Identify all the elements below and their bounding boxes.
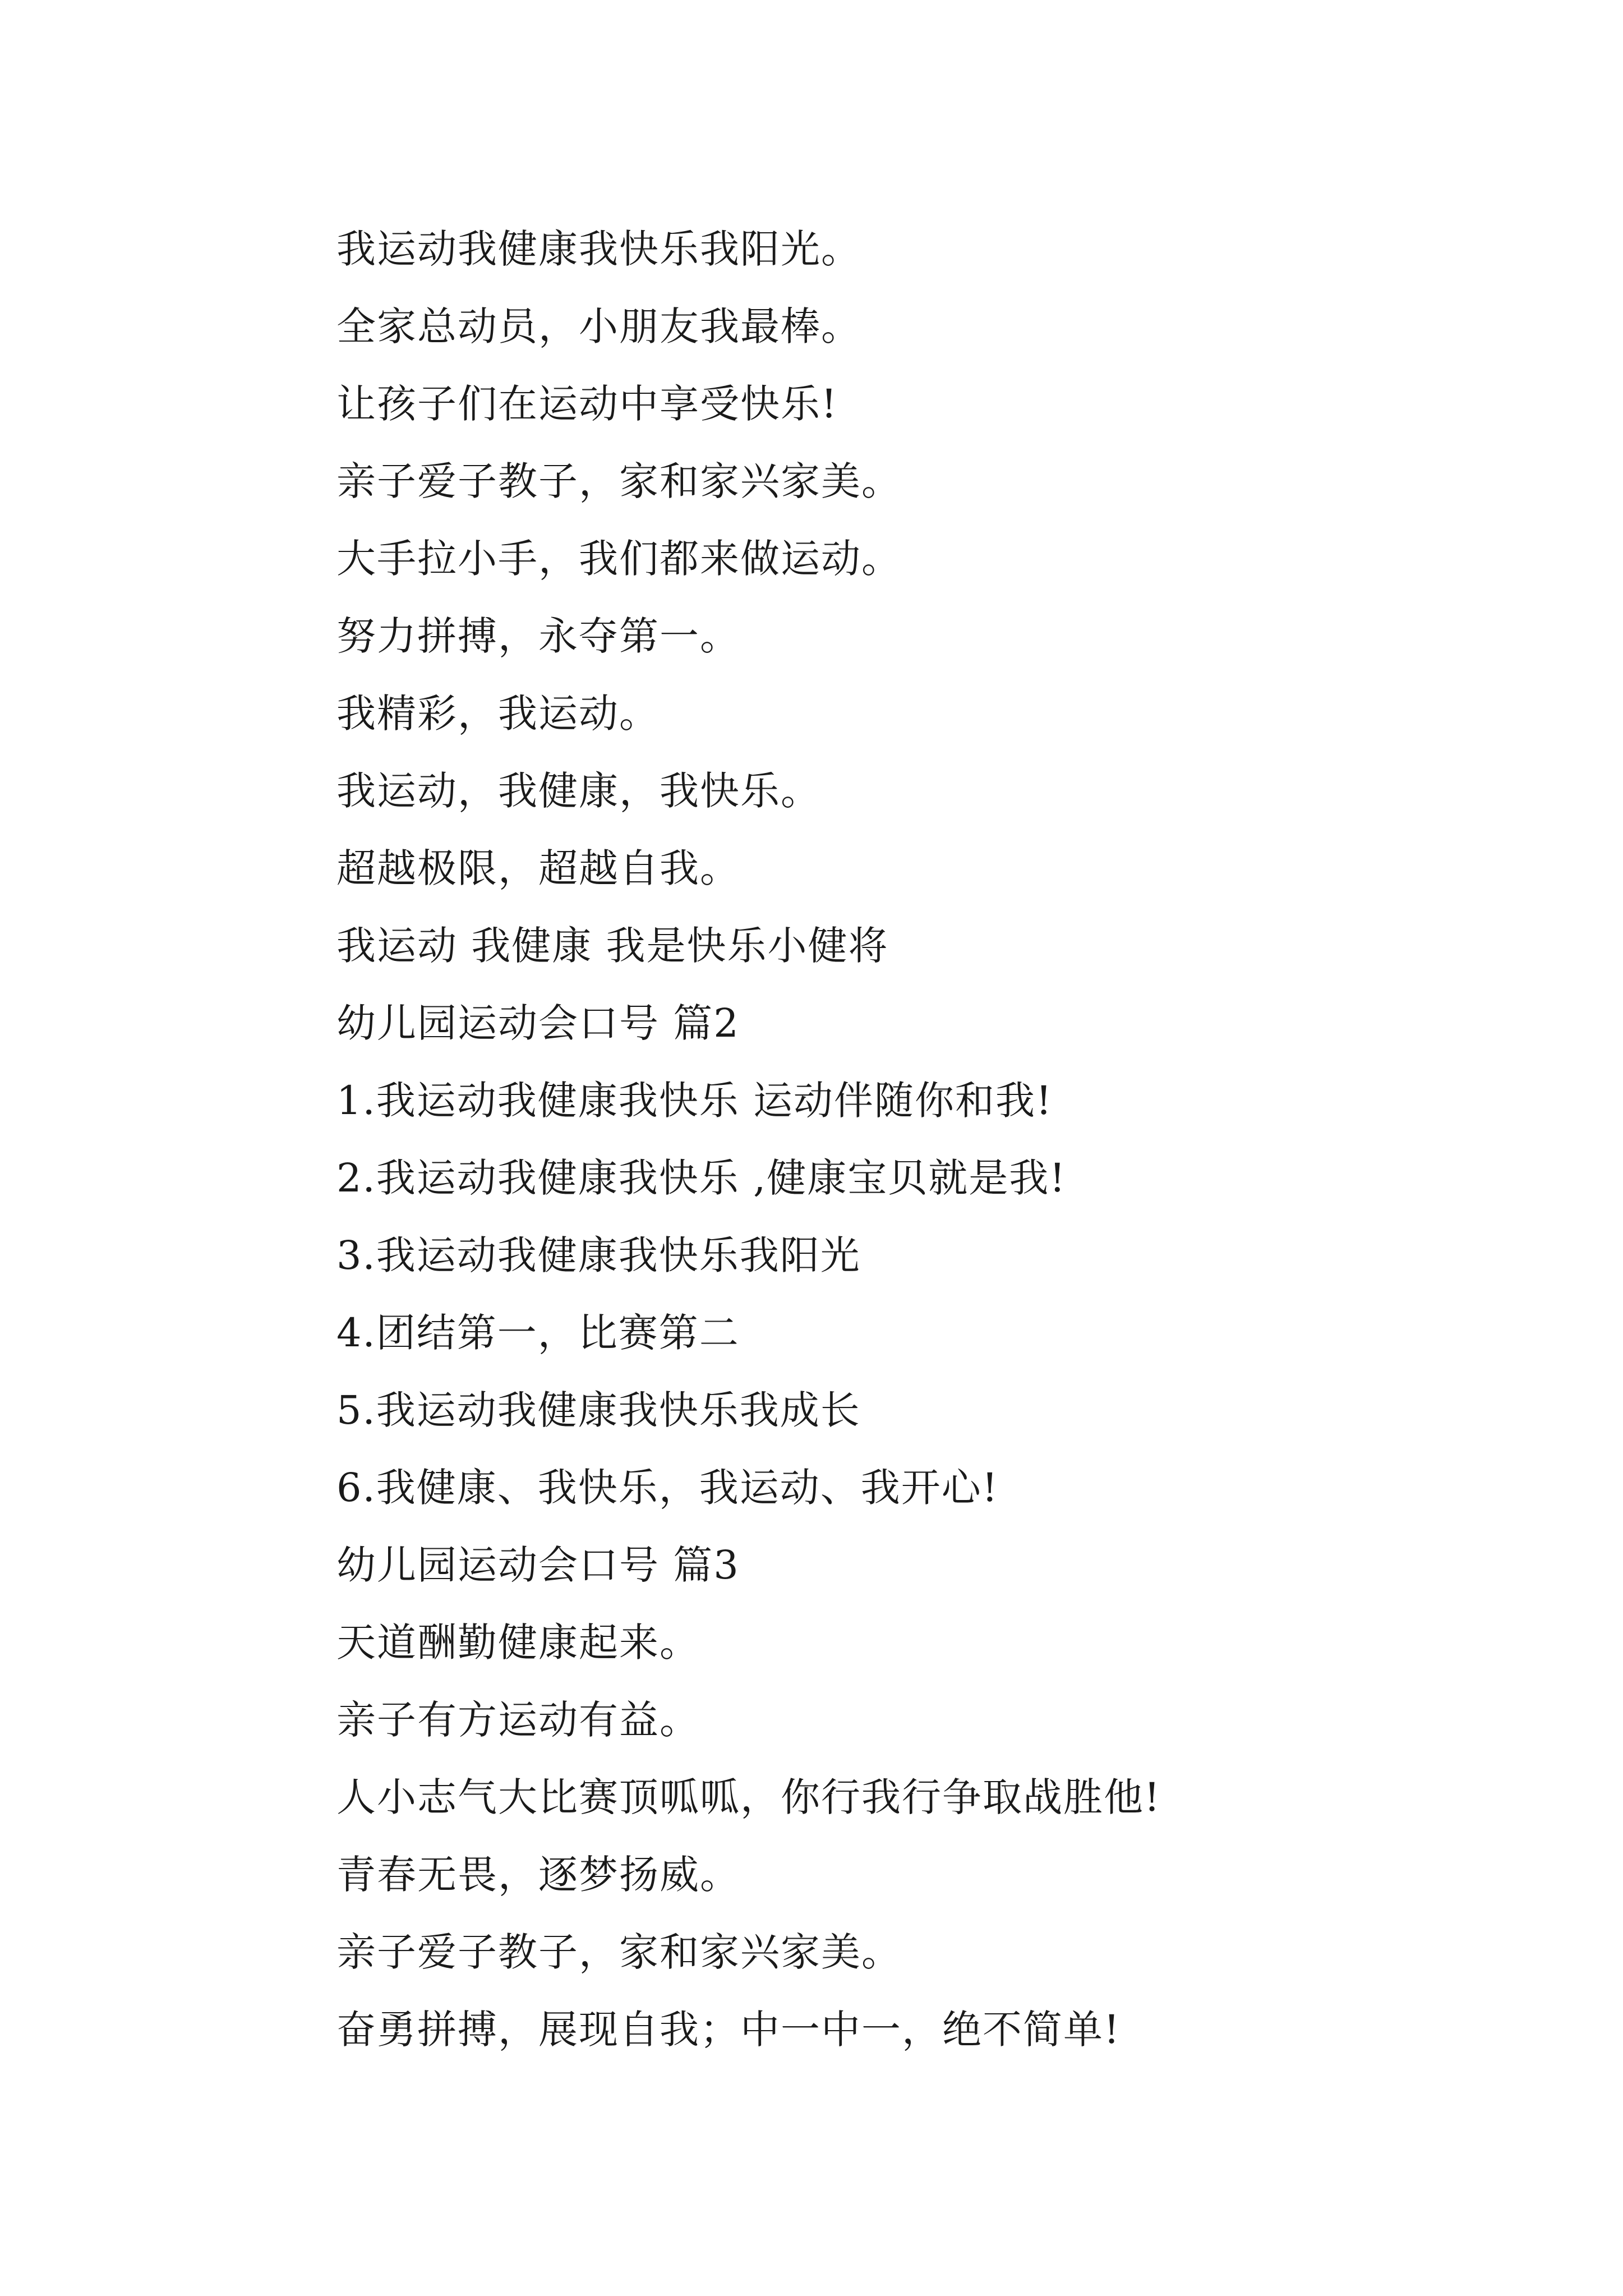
text-line: 我运动我健康我快乐我阳光。 <box>336 226 861 272</box>
text-line: 青春无畏，逐梦扬威。 <box>336 1852 740 1898</box>
text-line: 大手拉小手，我们都来做运动。 <box>336 536 902 582</box>
text-line: 亲子爱子教子，家和家兴家美。 <box>336 458 902 504</box>
text-line: 天道酬勤健康起来。 <box>336 1619 700 1665</box>
text-line: 超越极限，超越自我。 <box>336 845 740 891</box>
list-item: 1.我运动我健康我快乐 运动伴随你和我! <box>336 1078 1053 1124</box>
text-line: 亲子爱子教子，家和家兴家美。 <box>336 1929 902 1975</box>
list-item: 2.我运动我健康我快乐 ,健康宝贝就是我! <box>336 1155 1067 1201</box>
text-line: 人小志气大比赛顶呱呱，你行我行争取战胜他! <box>336 1774 1161 1820</box>
list-item: 3.我运动我健康我快乐我阳光 <box>336 1232 861 1278</box>
section-heading: 幼儿园运动会口号 篇3 <box>336 1542 740 1588</box>
list-item: 5.我运动我健康我快乐我成长 <box>336 1387 861 1433</box>
text-line: 全家总动员，小朋友我最棒。 <box>336 303 861 349</box>
text-line: 亲子有方运动有益。 <box>336 1697 700 1743</box>
text-line: 奋勇拼搏，展现自我；中一中一，绝不简单! <box>336 2007 1121 2053</box>
text-line: 努力拼搏，永夺第一。 <box>336 613 740 659</box>
text-line: 我精彩，我运动。 <box>336 691 660 737</box>
list-item: 4.团结第一，比赛第二 <box>336 1310 740 1356</box>
text-line: 让孩子们在运动中享受快乐! <box>336 381 838 427</box>
text-line: 我运动，我健康，我快乐。 <box>336 768 821 814</box>
text-line: 我运动 我健康 我是快乐小健将 <box>336 923 889 969</box>
section-heading: 幼儿园运动会口号 篇2 <box>336 1000 740 1046</box>
list-item: 6.我健康、我快乐，我运动、我开心! <box>336 1465 999 1511</box>
text-body <box>336 210 1514 2068</box>
